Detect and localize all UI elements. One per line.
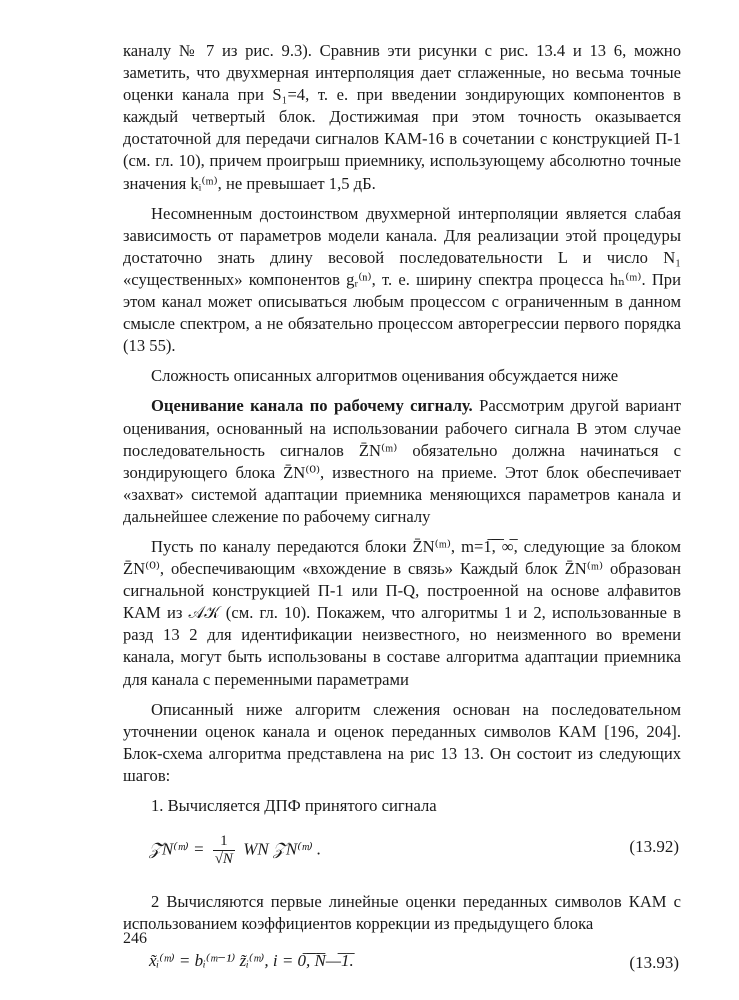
equation-13-92-body	[149, 833, 321, 868]
equation-13-92-number: (13.92)	[629, 837, 679, 857]
fraction-denominator: √N	[214, 851, 233, 868]
runin-heading: Оценивание канала по рабочему сигналу.	[151, 396, 473, 416]
equation-13-92-lhs: 𝒵̃N⁽ᵐ⁾ =	[149, 839, 205, 859]
fraction-numerator: 1	[213, 833, 235, 851]
paragraph-6: Описанный ниже алгоритм слежения основан на последовательном уточнении оценок канала и оценок переданных символов КАМ [196, 204]. Блок-схема алгоритма представлена на рис 13 13. Он состоит из следующих шагов:	[123, 699, 681, 785]
equation-13-92	[123, 823, 681, 883]
paragraph-1: каналу № 7 из рис. 9.3). Сравнив эти рисунки с рис. 13.4 и 13 6, можно заметить, что двухмерная интерполяция дает сглаженные, но весьма точные оценки канала при S₁=4, т. е. при введении зондирующих компонентов в каждый четвертый блок. Достижимая при этом точность оказывается достаточной для передачи сигналов КАМ-16 в сочетании с конструкцией П-1 (см. гл. 10), причем проигрыш приемнику, использующему абсолютно точные значения kᵢ⁽ᵐ⁾, не превышает 1,5 дБ.	[123, 41, 681, 193]
page-number: 246	[123, 930, 147, 947]
equation-13-93	[123, 943, 681, 983]
paragraph-3: Сложность описанных алгоритмов оценивания обсуждается ниже	[151, 366, 619, 386]
equation-13-92-fraction	[213, 833, 235, 868]
paragraph-4	[123, 395, 681, 528]
equation-13-93-body: x̃ᵢ⁽ᵐ⁾ = bᵢ⁽ᵐ⁻¹⁾ z̃ᵢ⁽ᵐ⁾, i = 0̅,̅ ̅N̅—̅1̅.	[149, 951, 354, 971]
step-1: 1. Вычисляется ДПФ принятого сигнала	[151, 796, 437, 815]
runin-rest: Рассмотрим другой	[472, 396, 619, 416]
step-2: 2 Вычисляются первые линейные оценки переданных символов КАМ с использованием коэффициентов коррекции из предыдущего блока	[123, 892, 681, 934]
paragraph-5: Пусть по каналу передаются блоки Z̄N⁽ᵐ⁾, m=1̅,̅ ̅∞̅, следующие за блоком Z̄N⁽⁰⁾, обеспечивающим «вхождение в связь» Каждый блок Z̄N⁽ᵐ⁾ образован сигнальной конструкцией П-1 или П-Q, построенной на основе алфавитов КАМ из 𝒜𝒦 (см. гл. 10). Покажем, что алгоритмы 1 и 2, использованные в разд 13 2 для идентификации неизвестного, но неизменного во времени канала, могут быть использованы в составе алгоритма адаптации приемника для канала с переменными параметрами	[123, 536, 681, 689]
equation-13-92-rhs: WN 𝒵N⁽ᵐ⁾ .	[243, 839, 322, 859]
paragraph-4-body: вариант оценивания, основанный на использовании рабочего сигнала В этом случае последовательность сигналов Z̄N⁽ᵐ⁾ обязательно должна начинаться с зондирующего блока Z̄N⁽⁰⁾, известного на приеме. Этот блок обеспечивает «захват» системой адаптации приемника меняющихся параметров канала и дальнейшее слежение по рабочему сигналу	[123, 396, 681, 526]
equation-13-93-number: (13.93)	[629, 953, 679, 973]
paragraph-2: Несомненным достоинством двухмерной интерполяции является слабая зависимость от параметров модели канала. Для реализации этой процедуры достаточно знать длину весовой последовательности L и число N₁ «существенных» компонентов gᵣ⁽ⁿ⁾, т. е. ширину спектра процесса hₙ⁽ᵐ⁾. При этом канал может описываться любым процессом с ограниченным в данном смысле спектром, а не обязательно процессом авторегрессии первого порядка (13 55).	[123, 203, 681, 356]
